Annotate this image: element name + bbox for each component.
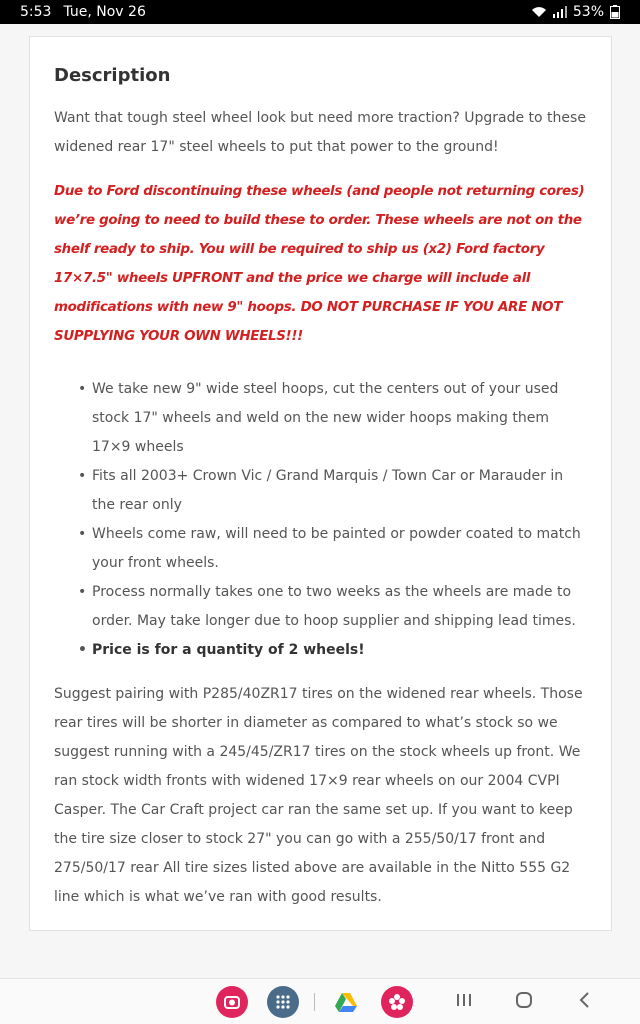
camera-app-icon[interactable]	[216, 986, 248, 1018]
battery-icon	[610, 5, 620, 19]
wifi-icon	[531, 6, 547, 18]
feature-list	[54, 375, 587, 665]
signal-icon	[553, 6, 567, 18]
description-card	[29, 36, 612, 931]
list-item: • Process normally takes one to two weeks as the wheels are made to order. May take longer due to hoop supplier and shipping lead times.	[92, 578, 587, 636]
back-icon[interactable]	[576, 991, 594, 1014]
navigation-bar	[0, 978, 640, 1024]
list-item-price-note: • Price is for a quantity of 2 wheels!	[92, 636, 587, 665]
list-item: • Wheels come raw, will need to be painted or powder coated to match your front wheels.	[92, 520, 587, 578]
page	[0, 24, 640, 978]
home-icon[interactable]	[515, 991, 533, 1014]
list-item: • We take new 9" wide steel hoops, cut the centers out of your used stock 17" wheels and weld on the new wider hoops making them 17×9 wheels	[92, 375, 587, 462]
list-item: • Fits all 2003+ Crown Vic / Grand Marquis / Town Car or Marauder in the rear only	[92, 462, 587, 520]
status-bar	[0, 0, 640, 24]
description-heading: Description	[54, 65, 171, 86]
battery-percent: 53%	[572, 4, 604, 20]
status-date: Tue, Nov 26	[63, 4, 146, 20]
app-drawer-icon[interactable]	[267, 986, 299, 1018]
gallery-app-icon[interactable]	[381, 986, 413, 1018]
suggestion-text: Suggest pairing with P285/40ZR17 tires on the widened rear wheels. Those rear tires will be shorter in diameter as compared to what’s stock so we suggest running with a 245/45/ZR17 tires on the stock wheels up front. We ran stock width fronts with widened 17×9 rear wheels on our 2004 CVPI Casper. The Car Craft project car ran the same set up. If you want to keep the tire size closer to stock 27" you can go with a 255/50/17 front and 275/50/17 rear All tire sizes listed above are available in the Nitto 555 G2 line which is what we’ve ran with good results.	[54, 686, 583, 905]
status-icons	[531, 4, 620, 20]
warning-text: Due to Ford discontinuing these wheels (and people not returning cores) we’re going to need to build these to order. These wheels are not on the shelf ready to ship. You will be required to ship us (x2) Ford factory 17×7.5" wheels UPFRONT and the price we charge will include all modifications with new 9" hoops. DO NOT PURCHASE IF YOU ARE NOT SUPPLYING YOUR OWN WHEELS!!!	[54, 184, 585, 344]
intro-text: Want that tough steel wheel look but need more traction? Upgrade to these widened rear 17" steel wheels to put that power to the ground!	[54, 110, 586, 155]
google-drive-icon[interactable]	[330, 986, 362, 1018]
recents-icon[interactable]	[455, 991, 473, 1014]
dock-divider	[314, 993, 315, 1011]
status-time: 5:53	[20, 4, 52, 20]
